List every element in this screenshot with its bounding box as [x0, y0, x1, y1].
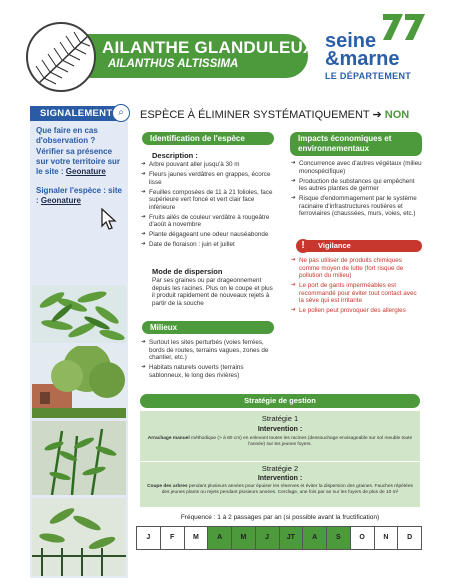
logo-seine-et-marne — [325, 12, 430, 84]
month-cell: JT — [280, 527, 304, 549]
logo-line2: &marne — [325, 48, 400, 70]
geonature-link-report[interactable]: Geonature — [40, 196, 81, 205]
month-cell: J — [137, 527, 161, 549]
description-item: ➔ Feuilles composées de 11 à 21 folioles, face supérieure vert foncé et vert clair face inférieure — [141, 189, 275, 212]
month-cell: O — [351, 527, 375, 549]
headline-text: ESPÈCE À ÉLIMINER SYSTÉMATIQUEMENT ➔ — [140, 109, 385, 121]
month-cell: J — [256, 527, 280, 549]
description-list — [141, 161, 275, 251]
strategy-1-title: Stratégie 1 — [261, 414, 299, 423]
month-cell: N — [375, 527, 399, 549]
strategy-2-title: Stratégie 2 — [261, 464, 299, 473]
verify-text: Vérifier sa présence sur votre territoire sur le site : — [36, 147, 121, 176]
month-cell: A — [208, 527, 232, 549]
dispersion-title: Mode de dispersion — [152, 267, 223, 276]
strategy-1-desc: méthodique (> à 60 cm) en enlevant toutes les racines (dessouchage envisageable sur sol meuble toute l'année) sur les jeunes foyers. — [189, 436, 413, 447]
photo-young-shoots — [32, 421, 126, 495]
sidebar-verify-text — [36, 147, 122, 177]
impacts-item: ➔ Production de substances qui empêchent les autres plantes de germer — [291, 178, 423, 193]
strategy-2-description — [146, 484, 414, 496]
description-title: Description : — [152, 151, 198, 160]
month-cell: A — [303, 527, 327, 549]
description-item: ➔ Date de floraison : juin et juillet — [141, 241, 275, 249]
leaf-illustration — [26, 22, 96, 92]
report-text: Signaler l'espèce : site : — [36, 186, 122, 205]
strategy-1-intervention: Intervention : — [257, 426, 303, 433]
description-item: ➔ Fleurs jaunes verdâtres en grappes, écorce lisse — [141, 171, 275, 186]
page-subtitle: AILANTHUS ALTISSIMA — [108, 58, 239, 70]
month-cell: M — [185, 527, 209, 549]
description-item: ➔ Fruits ailés de couleur verdâtre à rougeâtre d'août à novembre — [141, 214, 275, 229]
strategy-header: Stratégie de gestion — [140, 394, 420, 408]
logo-line1: seine — [325, 30, 377, 52]
leaf-icon — [28, 24, 96, 92]
description-item: ➔ Arbre pouvant aller jusqu'à 30 m — [141, 161, 275, 169]
page-title: AILANTHE GLANDULEUX — [102, 38, 315, 57]
impacts-item: ➔ Risque d'endommagement par le système racinaire d'infrastructures routières et ferroviaires (chaussées, murs, voies, etc.) — [291, 195, 423, 218]
fence-photo-icon — [32, 498, 126, 576]
signalement-label: SIGNALEMENT — [40, 108, 113, 119]
dispersion-text: Par ses graines ou par drageonnement depuis les racines. Plus on le coupe et plus il produit rapidement de nouveaux rejets à partir de la souche — [152, 277, 273, 307]
month-cell: M — [232, 527, 256, 549]
months-calendar — [136, 526, 422, 550]
vigilance-header: Vigilance — [318, 241, 351, 250]
impacts-list — [291, 160, 423, 220]
description-item: ➔ Plante dégageant une odeur nauséabonde — [141, 231, 275, 239]
strategy-1-desc-bold: Arrachage manuel — [147, 436, 190, 441]
sidebar-report-text — [36, 186, 122, 206]
month-cell: S — [327, 527, 351, 549]
photo-leaves — [32, 285, 126, 343]
photo-fence — [32, 498, 126, 576]
impacts-header: Impacts économiques et environnementaux — [290, 132, 422, 156]
search-icon: ⌕ — [112, 104, 130, 122]
cursor-icon — [100, 208, 120, 230]
milieux-item: ➔ Habitats naturels ouverts (terrains sablonneux, le long des rivières) — [141, 364, 275, 379]
warning-icon: ! — [296, 239, 310, 253]
strategy-1-description — [146, 436, 414, 448]
month-cell: D — [398, 527, 421, 549]
photo-tree-house — [32, 346, 126, 418]
month-cell: F — [161, 527, 185, 549]
milieux-list — [141, 339, 275, 382]
geonature-link-verify[interactable]: Geonature — [65, 167, 106, 176]
vigilance-item: ➔ Le pollen peut provoquer des allergies — [291, 307, 423, 315]
impacts-item: ➔ Concurrence avec d'autres végétaux (milieu monospécifique) — [291, 160, 423, 175]
strategy-2-desc-bold: Coupe des arbres — [147, 484, 188, 489]
sidebar-question: Que faire en cas d'observation ? — [36, 126, 98, 145]
frequency-text: Fréquence : 1 à 2 passages par an (si possible avant la fructification) — [180, 514, 380, 521]
logo-line3: LE DÉPARTEMENT — [325, 71, 412, 81]
identification-header: Identification de l'espèce — [142, 132, 274, 145]
elimination-headline — [140, 108, 409, 121]
milieux-header: Milieux — [142, 321, 274, 334]
headline-value: NON — [384, 109, 410, 121]
vigilance-item: ➔ Le port de gants imperméables est recommandé pour éviter tout contact avec la sève qui est irritante — [291, 282, 423, 305]
tree-house-photo-icon — [32, 346, 126, 418]
vigilance-list — [291, 257, 423, 317]
leaves-photo-icon — [32, 285, 126, 343]
strategy-2-intervention: Intervention : — [257, 475, 303, 482]
strategy-2-desc: pendant plusieurs années pour épuiser les réserves et éviter la dispersion des graines. Fauches répétées des jeunes plants ou rejets pendant plusieurs années. Cerclage, une fois par an sur les foyers de plus de 10 m² — [161, 484, 413, 495]
milieux-item: ➔ Surtout les sites perturbés (voies ferrées, bords de routes, terrains vagues, zones de chantier, etc.) — [141, 339, 275, 362]
vigilance-item: ➔ Ne pas utiliser de produits chimiques comme moyen de lutte (fort risque de pollution du milieu) — [291, 257, 423, 280]
shoots-photo-icon — [32, 421, 126, 495]
